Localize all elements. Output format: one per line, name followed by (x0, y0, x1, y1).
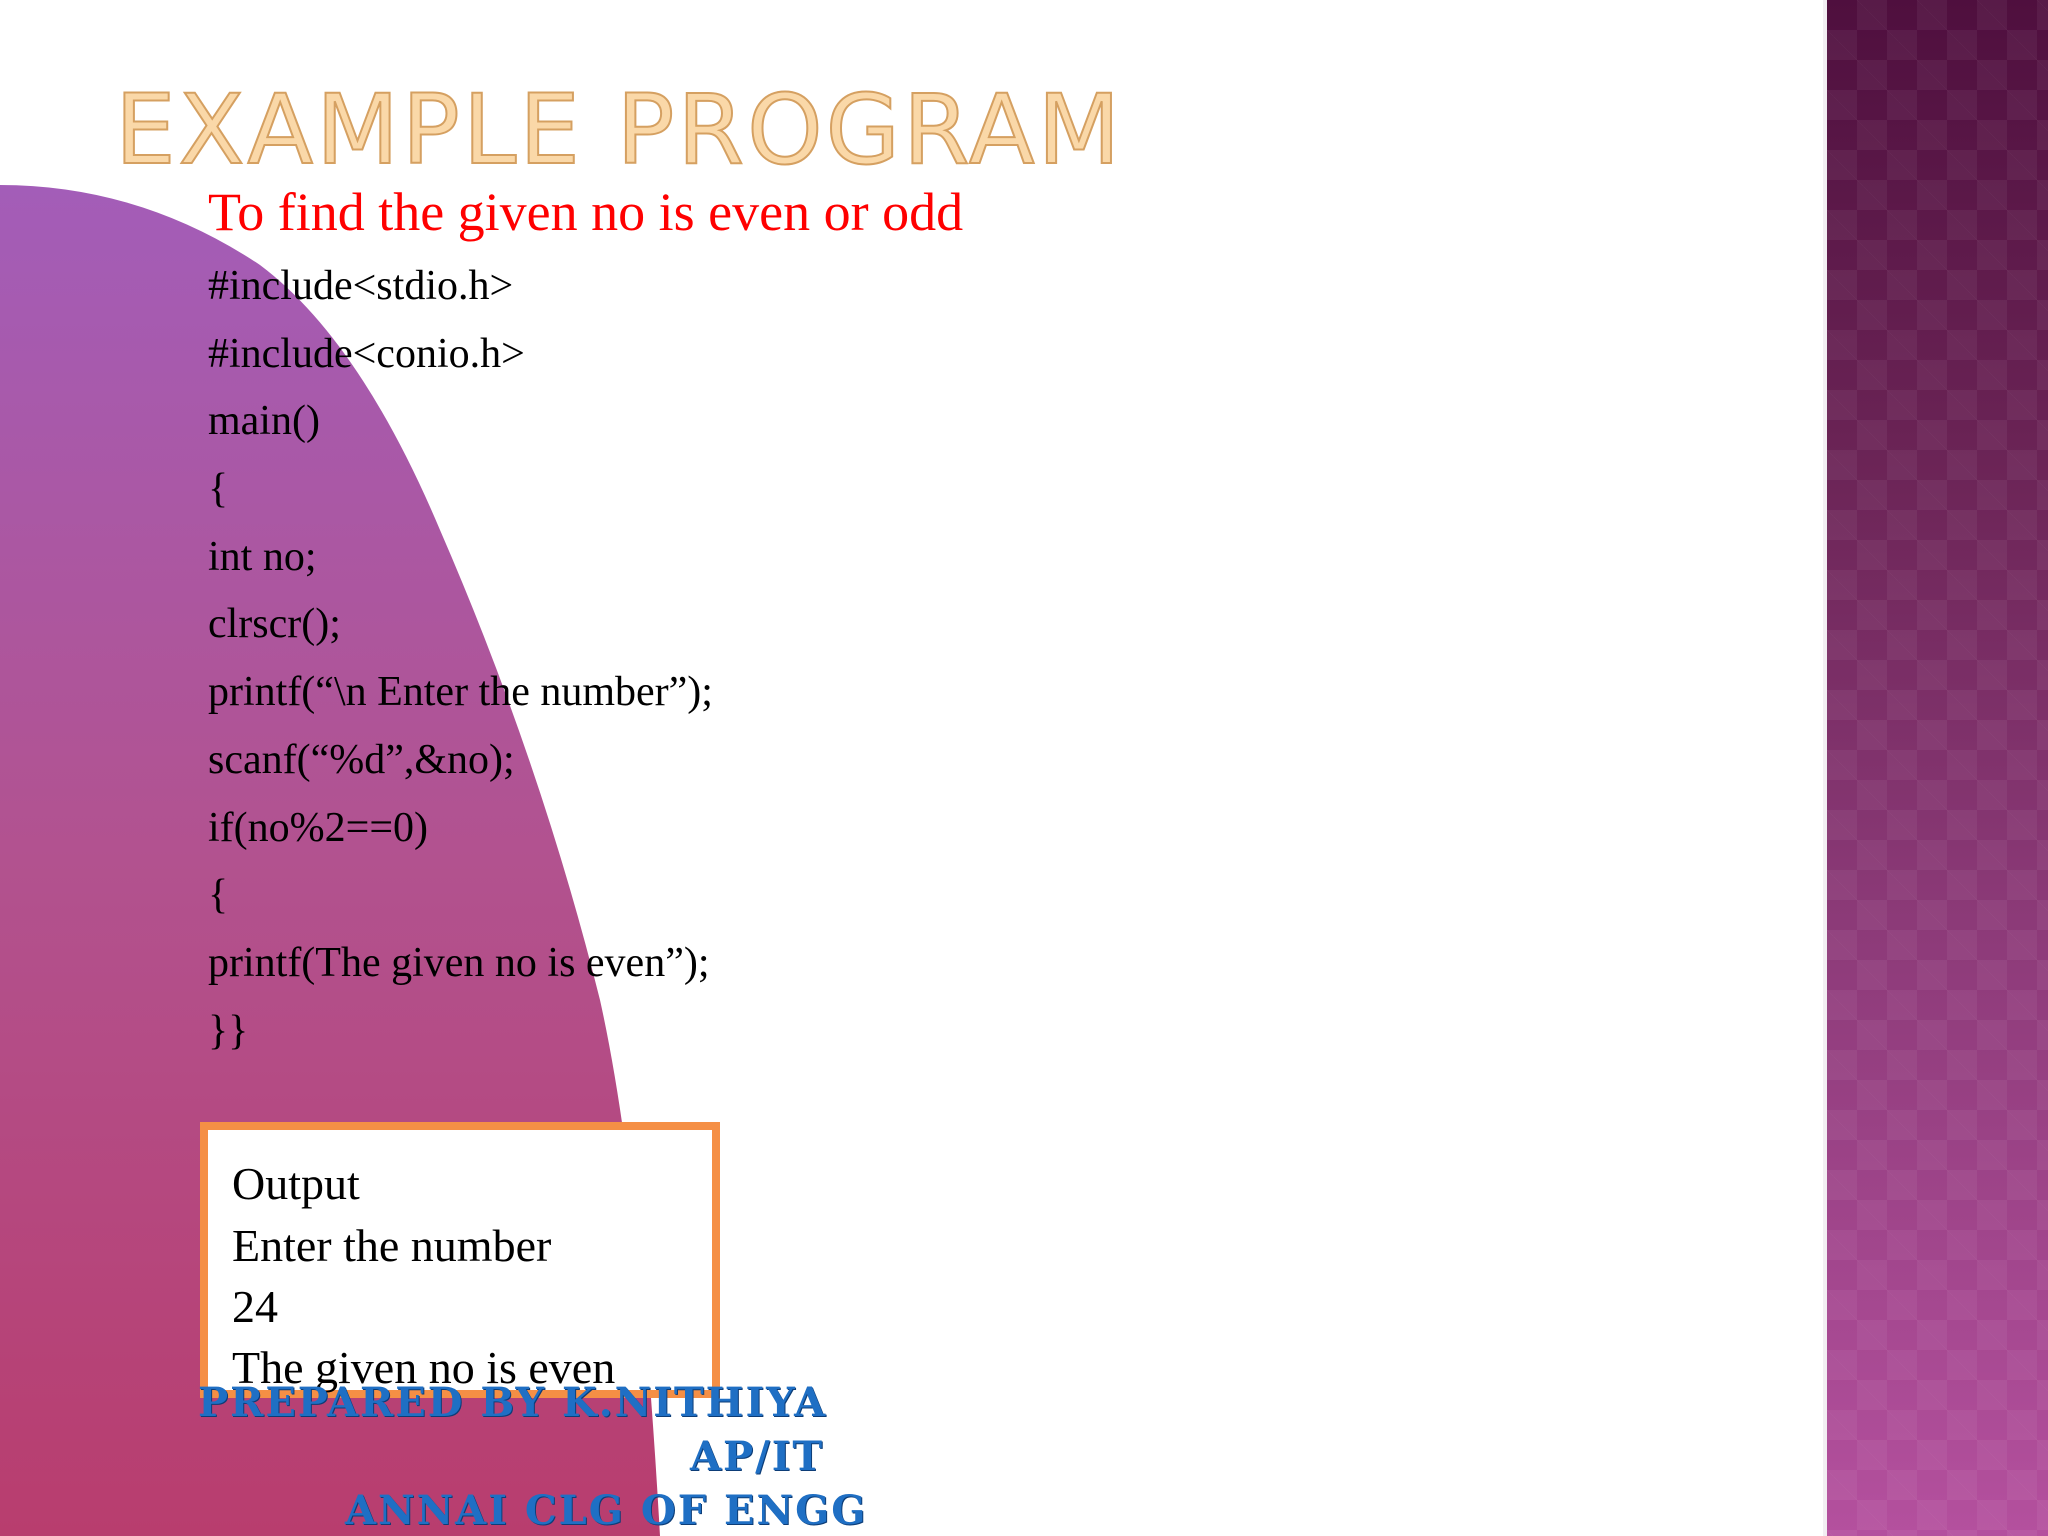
code-line: int no; (208, 533, 317, 580)
output-line: The given no is even (232, 1342, 616, 1393)
code-line: { (208, 466, 229, 513)
credit-designation: AP/IT (690, 1433, 825, 1480)
output-line: Enter the number (232, 1220, 552, 1271)
output-box (200, 1122, 720, 1398)
code-line: main() (208, 398, 320, 445)
code-line: #include<conio.h> (208, 330, 525, 377)
slide-title: EXAMPLE PROGRAM (115, 74, 1124, 186)
code-line: printf(The given no is even”); (208, 939, 710, 986)
code-line: printf(“\n Enter the number”); (208, 669, 713, 716)
credit-author: PREPARED BY K.NITHIYA (198, 1379, 828, 1426)
code-listing (208, 256, 713, 1068)
output-heading: Output (232, 1158, 360, 1209)
side-panel (1827, 0, 2048, 1536)
output-line: 24 (232, 1281, 278, 1332)
code-line: { (208, 872, 229, 919)
credit-college: ANNAI CLG OF ENGG (345, 1487, 868, 1534)
code-line: if(no%2==0) (208, 804, 428, 851)
slide-subtitle: To find the given no is even or odd (208, 182, 964, 242)
code-line: scanf(“%d”,&no); (208, 736, 515, 783)
code-line: #include<stdio.h> (208, 263, 514, 309)
code-line: }} (208, 1007, 249, 1054)
code-line: clrscr(); (208, 601, 341, 648)
